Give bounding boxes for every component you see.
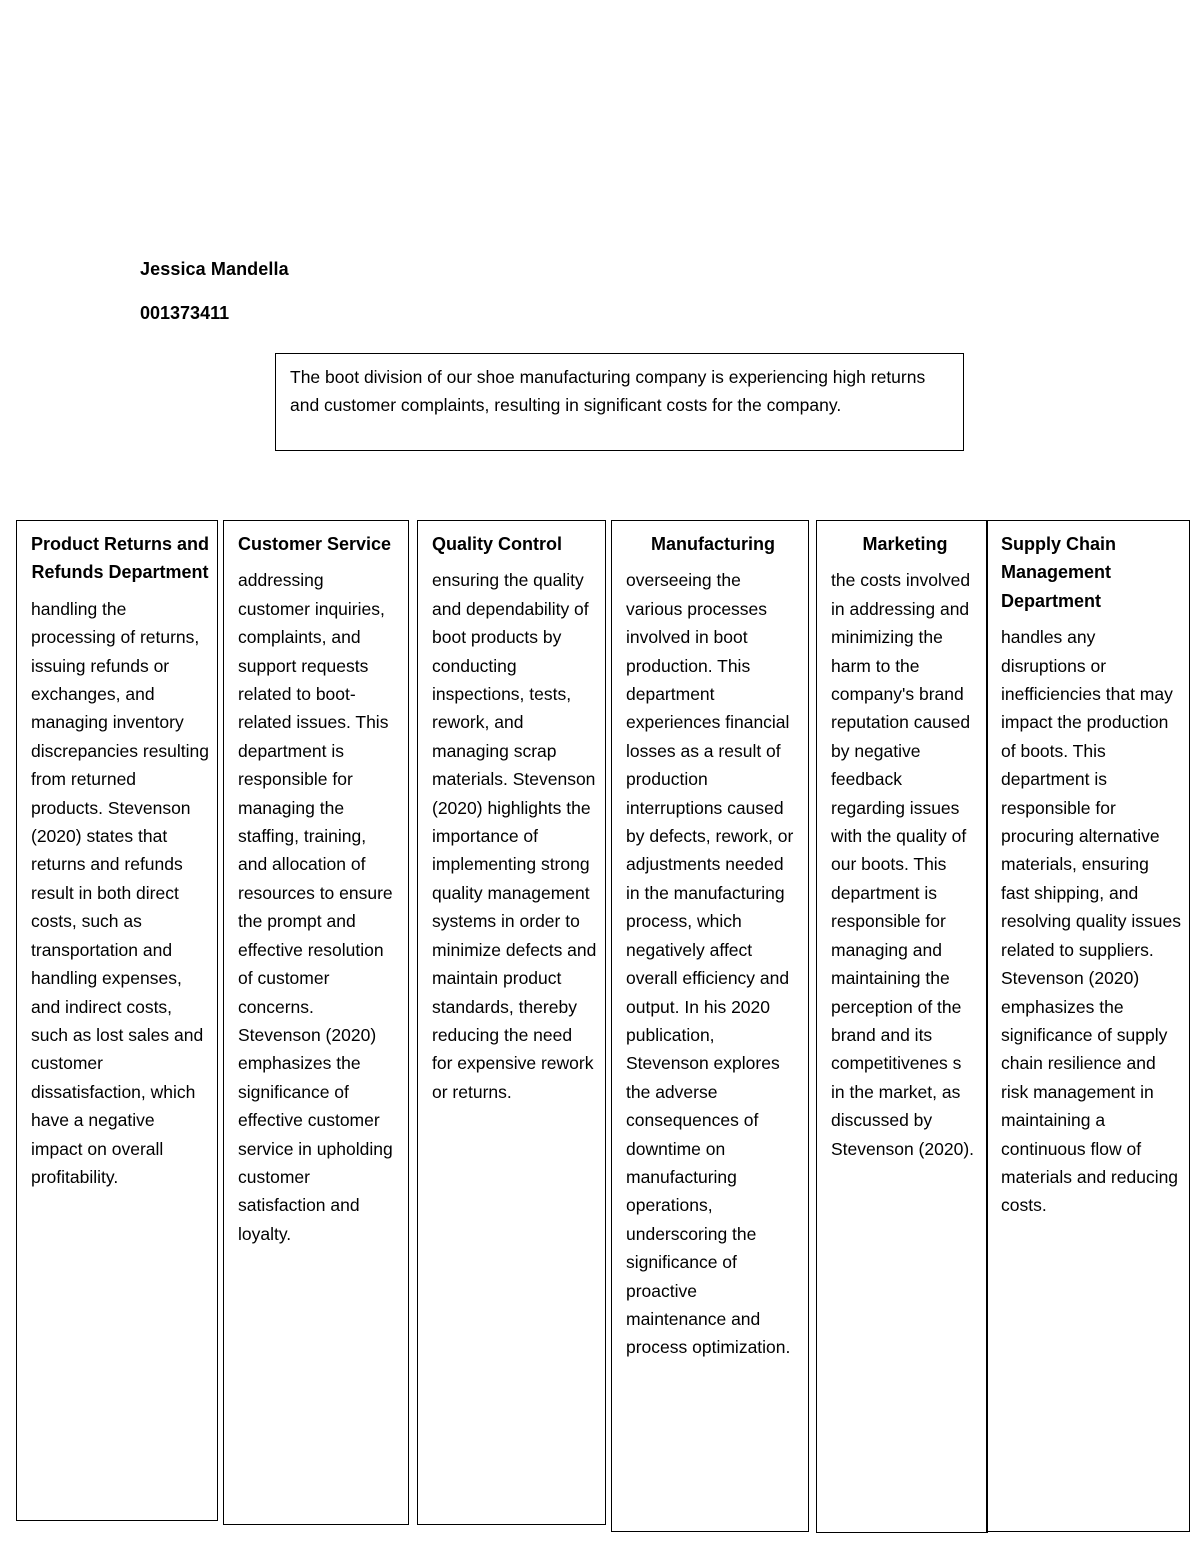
author-name: Jessica Mandella	[140, 259, 289, 279]
department-description: ensuring the quality and dependability of boot products by conducting inspections, tests, rework, and managing scrap materials. Stevenson (2020) highlights the importance of implementing strong quality management systems in order to minimize defects and maintain product standards, thereby reducing the need for expensive rework or returns.	[432, 570, 597, 1102]
department-box-manufacturing	[611, 520, 809, 1532]
department-description: overseeing the various processes involved in boot production. This department experiences financial losses as a result of production interruptions caused by defects, rework, or adjustments needed in the manufacturing process, which negatively affect overall efficiency and output. In his 2020 publication, Stevenson explores the adverse consequences of downtime on manufacturing operations, underscoring the significance of proactive maintenance and process optimization.	[626, 570, 794, 1358]
department-description: addressing customer inquiries, complaints, and support requests related to boot-related issues. This department is responsible for managing the staffing, training, and allocation of resources to ensure the prompt and effective resolution of customer concerns. Stevenson (2020) emphasizes the significance of effective customer service in upholding customer satisfaction and loyalty.	[238, 570, 393, 1244]
problem-statement-box	[275, 353, 964, 451]
department-description: handling the processing of returns, issuing refunds or exchanges, and managing inventory discrepancies resulting from returned products. Stevenson (2020) states that returns and refunds result in both direct costs, such as transportation and handling expenses, and indirect costs, such as lost sales and customer dissatisfaction, which have a negative impact on overall profitability.	[31, 598, 210, 1187]
student-id: 001373411	[140, 303, 230, 323]
department-title: Marketing	[862, 534, 948, 554]
department-title: Quality Control	[432, 534, 562, 554]
department-title: Customer Service	[238, 534, 392, 554]
department-box-supply-chain	[986, 520, 1190, 1532]
department-title: Manufacturing	[651, 534, 775, 554]
department-box-marketing	[816, 520, 988, 1533]
department-description: handles any disruptions or inefficiencies that may impact the production of boots. This department is responsible for procuring alternative materials, ensuring fast shipping, and resolving quality issues related to suppliers. Stevenson (2020) emphasizes the significance of supply chain resilience and risk management in maintaining a continuous flow of materials and reducing costs.	[1001, 627, 1181, 1216]
problem-statement-text: The boot division of our shoe manufacturing company is experiencing high returns and customer complaints, resulting in significant costs for the company.	[290, 367, 926, 416]
department-box-quality-control	[417, 520, 606, 1525]
department-box-customer-service	[223, 520, 409, 1525]
department-title: Supply Chain Management Department	[1001, 534, 1117, 611]
department-box-returns-refunds	[16, 520, 218, 1521]
department-title: Product Returns and Refunds Department	[31, 534, 210, 583]
department-description: the costs involved in addressing and minimizing the harm to the company's brand reputation caused by negative feedback regarding issues with the quality of our boots. This department is responsible for managing and maintaining the perception of the brand and its competitivenes s in the market, as discussed by Stevenson (2020).	[831, 570, 975, 1159]
